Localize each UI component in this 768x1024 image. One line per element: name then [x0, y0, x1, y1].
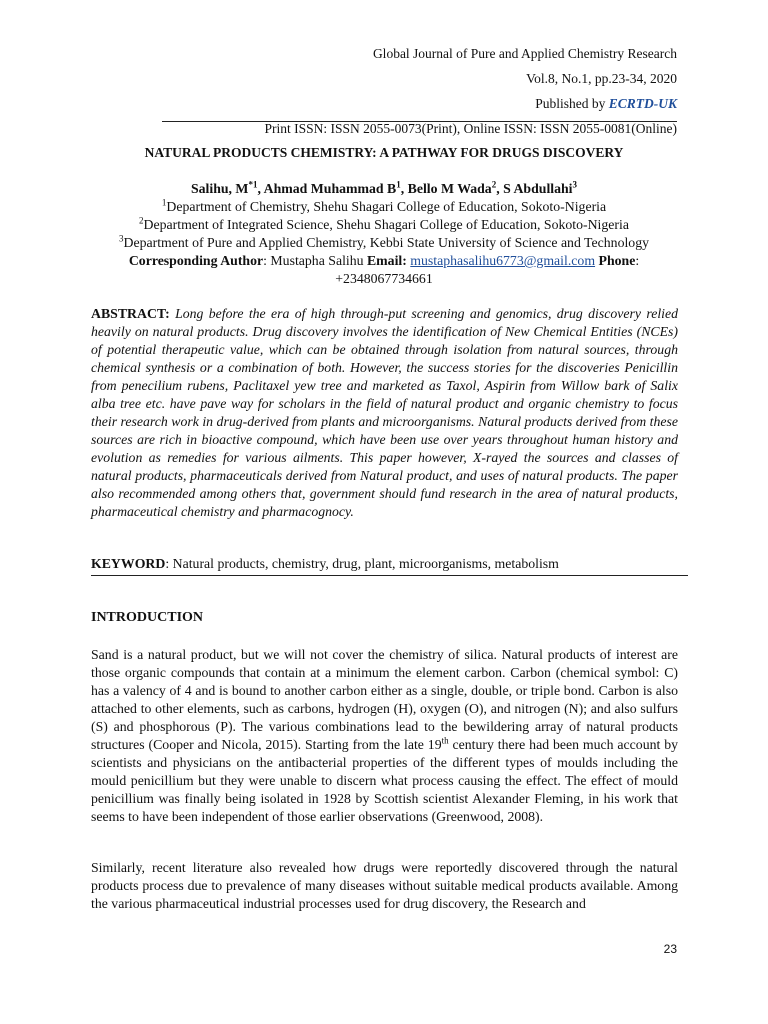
corresponding-label: Corresponding Author	[128, 253, 264, 268]
corresponding-name: : Mustapha Salihu	[263, 253, 367, 268]
affiliation-text: Department of Chemistry, Shehu Shagari College of Education, Sokoto-Nigeria	[166, 199, 607, 214]
affiliation-text: Department of Pure and Applied Chemistry, Kebbi State University of Science and Technology	[123, 235, 649, 250]
affiliation-2	[0, 216, 768, 234]
section-heading-introduction: INTRODUCTION	[91, 610, 204, 625]
publisher-name: ECRTD-UK	[608, 96, 677, 111]
affiliation-mark: 3	[119, 233, 124, 244]
author-4-mark: 3	[572, 179, 578, 190]
author-3: , Bello M Wada	[400, 181, 492, 196]
page-number: 23	[663, 942, 677, 956]
affiliation-mark: 1	[161, 197, 167, 208]
phone-label: Phone	[598, 253, 636, 268]
email-link[interactable]: mustaphasalihu6773@gmail.com	[410, 253, 596, 268]
issn-line: Print ISSN: ISSN 2055-0073(Print), Online ISSN: ISSN 2055-0081(Online)	[264, 121, 677, 136]
keywords-label: KEYWORD	[91, 556, 166, 571]
keywords-divider	[91, 575, 688, 576]
intro-p1-part-a: Sand is a natural product, but we will not cover the chemistry of silica. Natural products of interest are those organic compounds that contain at a minimum the element carbon. Carbon (chemical symbol: C) has a valency of 4 and is bound to another carbon either as a single, double, or triple bond. Carbon is also attached to other elements, such as carbons, hydrogen (H), oxygen (O), and nitrogen (N); and also sulfurs (S) and phosphorous (P). The various combinations lead to the bewildering array of natural products structures (Cooper and Nicola, 2015). Starting from the late 19	[91, 647, 678, 752]
intro-p1-sup: th	[441, 735, 449, 746]
author-1: Salihu, M	[190, 181, 249, 196]
email-label: Email:	[366, 253, 407, 268]
author-4: , S Abdullahi	[496, 181, 573, 196]
affiliation-mark: 2	[139, 215, 144, 226]
author-2-mark: 1	[396, 179, 401, 190]
affiliation-1	[0, 198, 768, 216]
intro-p1-part-b: century there had been much account by scientists and physicians on the antibacterial properties of the different types of moulds including the mould penicillium but they were unable to discern what process causing the effect. The effect of mould penicillium was finally being isolated in 1928 by Scottish scientist Alexander Fleming, in his work that seems to have been independent of those earlier observations (Greenwood, 2008).	[91, 737, 678, 824]
published-by-label: Published by	[535, 96, 609, 111]
abstract	[91, 305, 678, 521]
corresponding-author	[0, 252, 768, 270]
author-3-mark: 2	[491, 179, 497, 190]
volume-info: Vol.8, No.1, pp.23-34, 2020	[526, 71, 677, 86]
keywords-text: : Natural products, chemistry, drug, plant, microorganisms, metabolism	[165, 556, 559, 571]
phone-sep: :	[635, 253, 640, 268]
affiliation-text: Department of Integrated Science, Shehu Shagari College of Education, Sokoto-Nigeria	[143, 217, 629, 232]
intro-paragraph-1	[91, 646, 678, 826]
paper-title: NATURAL PRODUCTS CHEMISTRY: A PATHWAY FOR DRUGS DISCOVERY	[144, 145, 624, 160]
abstract-label: ABSTRACT:	[91, 306, 170, 321]
intro-paragraph-2: Similarly, recent literature also revealed how drugs were reportedly discovered through the natural products process due to prevalence of many diseases without suitable medical products available. Among the various pharmaceutical industrial processes used for drug discovery, the Research and	[91, 860, 678, 911]
affiliation-3	[0, 234, 768, 252]
abstract-text: Long before the era of high through-put screening and genomics, drug discovery relied heavily on natural products. Drug discovery involves the identification of New Chemical Entities (NCEs) of potential therapeutic value, which can be obtained through isolation from natural sources, through chemical synthesis or a combination of both. However, the success stories for the discoveries Penicillin from penecilium rubens, Paclitaxel yew tree and marketed as Taxol, Aspirin from Willow bark of Salix alba tree etc. have pave way for scholars in the field of natural product and organic chemistry to focus their research work in drug-derived from plants and microorganisms. Natural products derived from these sources are rich in bioactive compound, which have been use over years throughout human history and evolution as remedies for various ailments. This paper however, X-rayed the sources and classes of natural products, pharmaceuticals derived from Natural product, and uses of natural products. The paper also recommended among others that, government should fund research in the area of natural products, pharmaceutical chemistry and pharmacognocy.	[91, 306, 679, 519]
publisher-line	[535, 96, 677, 112]
author-list	[0, 180, 768, 198]
author-1-mark: *1	[248, 179, 258, 190]
keywords	[91, 555, 678, 573]
phone-number: +2348067734661	[335, 271, 433, 286]
journal-name: Global Journal of Pure and Applied Chemistry Research	[372, 46, 677, 61]
author-2: , Ahmad Muhammad B	[257, 181, 397, 196]
